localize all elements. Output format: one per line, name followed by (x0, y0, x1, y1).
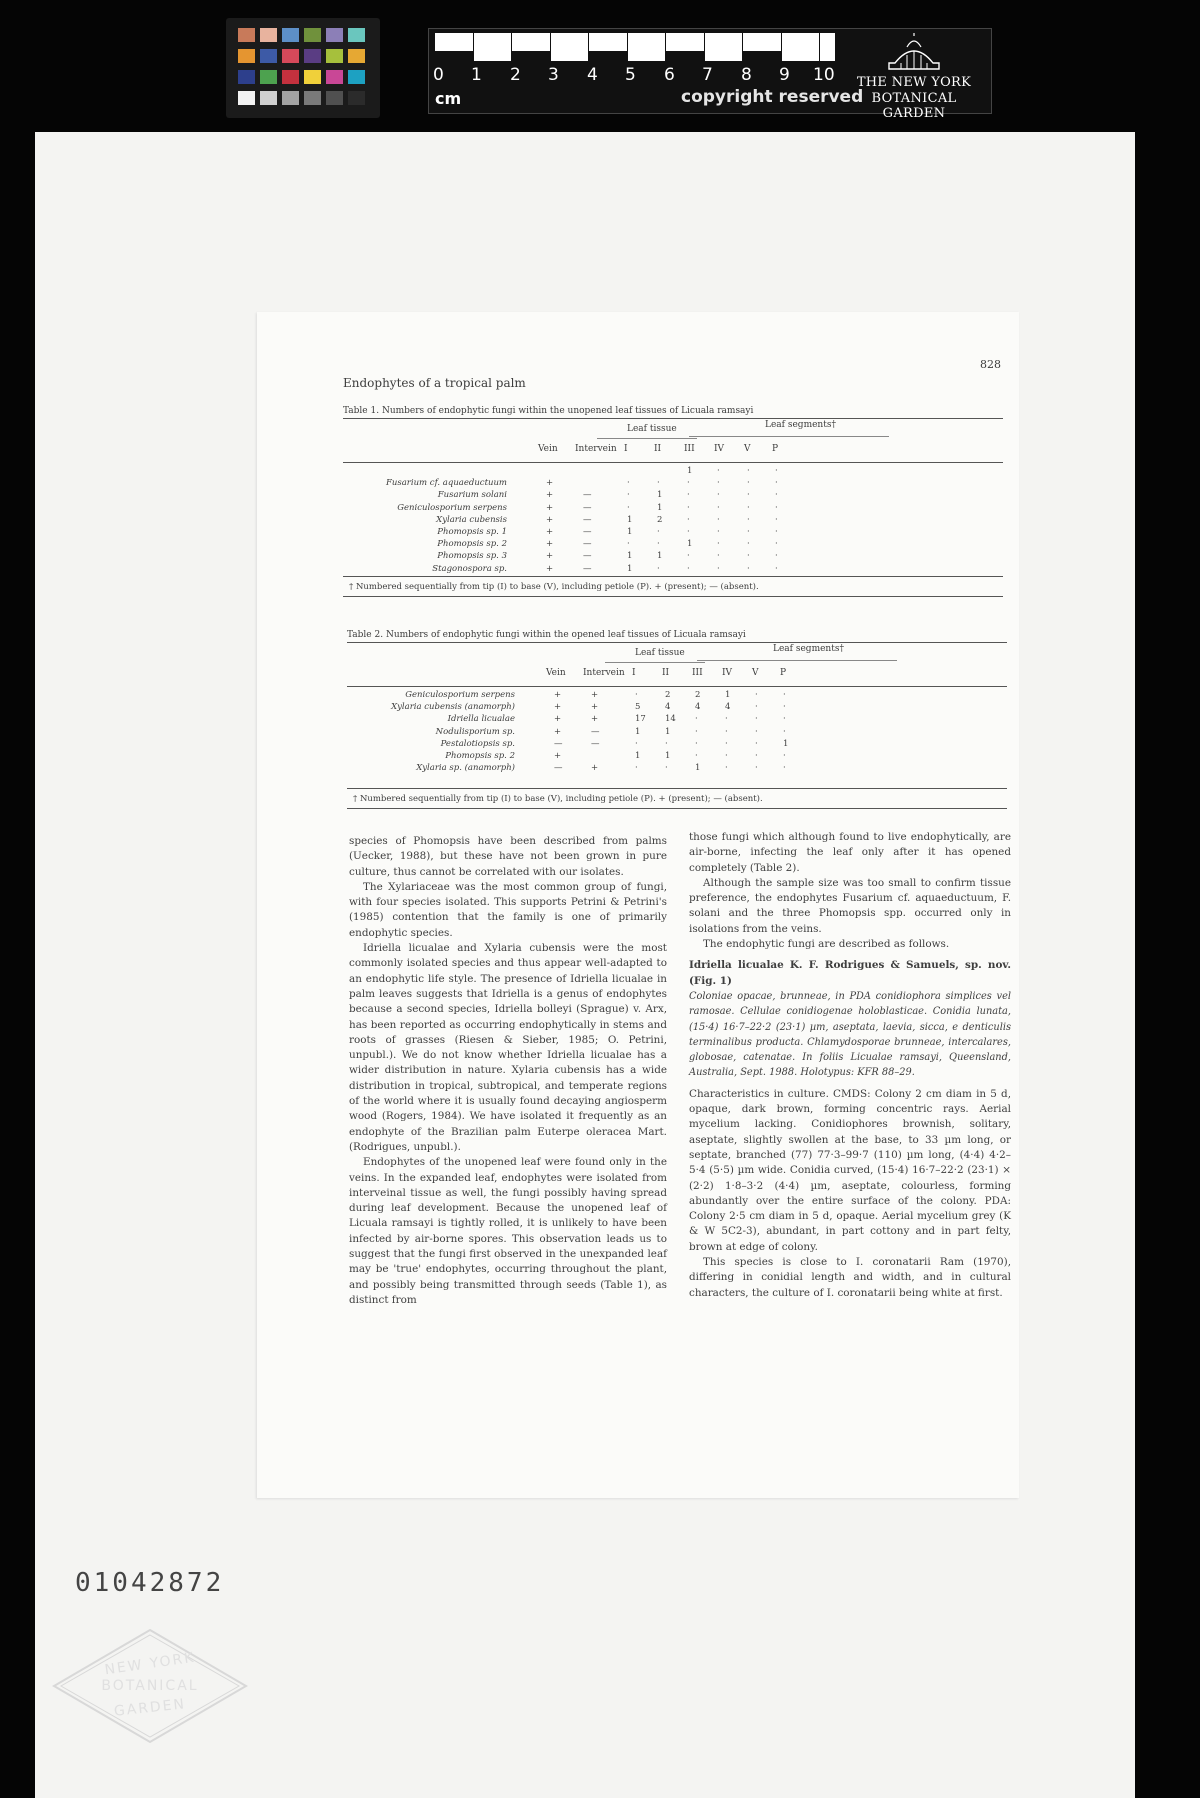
table-header-cell: II (662, 668, 670, 678)
table-header-cell: V (752, 668, 759, 678)
table-cell: 2 (695, 690, 701, 700)
color-swatch (282, 49, 299, 63)
color-swatch (238, 28, 255, 42)
table-cell: 1 (627, 527, 633, 537)
table-cell: · (755, 714, 758, 725)
table-cell: — (583, 502, 592, 513)
table-header-cell: IV (714, 444, 725, 454)
table-cell: · (717, 502, 720, 513)
stamp-line3: GARDEN (113, 1696, 187, 1720)
table-cell: · (783, 714, 786, 725)
table1-bottom-rule (343, 576, 1003, 577)
color-swatch (304, 70, 321, 84)
table-cell: · (755, 702, 758, 713)
table-row-label: Nodulisporium sp. (435, 726, 515, 737)
table-cell: · (747, 551, 750, 562)
table2-top-rule (347, 642, 1007, 643)
table1-header-rule (343, 462, 1003, 463)
table-cell: — (554, 763, 563, 774)
table-cell: 5 (635, 702, 641, 713)
ruler-number: 0 (433, 65, 444, 85)
table-cell: · (717, 527, 720, 537)
table-cell: + (546, 539, 554, 550)
ruler-number: 2 (510, 65, 521, 85)
table-header-cell: Vein (546, 668, 566, 678)
table-cell: + (591, 702, 599, 713)
table-cell: 14 (665, 714, 676, 725)
table-cell: · (747, 563, 750, 574)
ruler-segment (551, 33, 590, 61)
ruler-segment (628, 33, 667, 61)
table-cell: 2 (657, 514, 663, 525)
table-cell: · (725, 714, 728, 725)
table-cell: · (755, 751, 758, 761)
table-cell: · (635, 690, 638, 700)
paragraph: The endophytic fungi are described as follows. (703, 938, 950, 951)
conservatory-dome-icon (849, 33, 979, 73)
table-cell: — (554, 738, 563, 749)
table-cell: · (783, 726, 786, 737)
table-cell: + (554, 702, 562, 713)
paragraph: those fungi which although found to live endophytically, are air-borne, infecting the leaf only after it has opened completely (Table 2). (689, 831, 1011, 874)
table1-top-rule (343, 418, 1003, 419)
table-cell: + (554, 751, 562, 761)
table-cell: — (583, 527, 592, 537)
table-cell: + (554, 690, 562, 700)
table1-end-rule (343, 596, 1003, 597)
color-swatch (326, 91, 343, 105)
table-cell: · (695, 714, 698, 725)
ruler-number: 4 (587, 65, 598, 85)
table-cell: 1 (695, 763, 701, 774)
table-cell: 1 (657, 490, 663, 501)
table-header-cell: III (684, 444, 695, 454)
color-swatch (304, 91, 321, 105)
table2-caption: Table 2. Numbers of endophytic fungi within the opened leaf tissues of Licuala ramsayi (347, 630, 746, 640)
table-row-label: Pestalotiopsis sp. (440, 738, 515, 749)
table2-segments-rule (697, 660, 897, 661)
stamp-line2: BOTANICAL (101, 1678, 199, 1694)
scale-ruler (428, 28, 992, 121)
table-cell: — (583, 563, 592, 574)
table-cell: · (635, 763, 638, 774)
color-swatch (348, 91, 365, 105)
table-cell: 1 (635, 726, 641, 737)
table-cell: · (695, 726, 698, 737)
table-cell: — (583, 514, 592, 525)
ruler-segment (589, 33, 628, 61)
color-swatch (326, 49, 343, 63)
color-swatch (282, 28, 299, 42)
color-swatch (304, 49, 321, 63)
table-row-label: Stagonospora sp. (432, 563, 507, 574)
table-cell: · (665, 738, 668, 749)
table-header-cell: II (654, 444, 662, 454)
table-cell: — (583, 539, 592, 550)
table-cell: + (546, 478, 554, 489)
table2-group-segments: Leaf segments† (773, 644, 844, 654)
table-cell: · (775, 539, 778, 550)
table-cell: + (546, 490, 554, 501)
nybg-logo (849, 33, 979, 121)
table-cell: · (747, 478, 750, 489)
table-cell: 1 (627, 514, 633, 525)
table-cell: · (627, 490, 630, 501)
table2-header-rule (347, 686, 1007, 687)
ruler-segment (474, 33, 513, 61)
table-cell: · (717, 490, 720, 501)
nybg-line2: BOTANICAL GARDEN (871, 91, 957, 121)
table-header-cell: P (772, 444, 779, 454)
ruler-number: 3 (548, 65, 559, 85)
table-cell: 4 (665, 702, 671, 713)
paragraph: Endophytes of the unopened leaf were found only in the veins. In the expanded leaf, endophytes were isolated from interveinal tissue as well, the fungi possibly having spread during leaf development. Because the unopened leaf of Licuala ramsayi is tightly rolled, it is unlikely to have been infected by air-borne spores. This observation leads us to suggest that the fungi first observed in the unexpanded leaf may be 'true' endophytes, occurring throughout the plant, and possibly being transmitted through seeds (Table 1), as distinct from (349, 1156, 667, 1306)
table2-group-tissue: Leaf tissue (635, 648, 685, 658)
table-cell: + (554, 714, 562, 725)
table-cell: · (695, 751, 698, 761)
table-header-cell: Vein (538, 444, 558, 454)
table-cell: · (695, 738, 698, 749)
ruler-bar (435, 33, 835, 61)
latin-diagnosis: Coloniae opacae, brunneae, in PDA conidiophora simplices vel ramosae. Cellulae conidiogenae holoblasticae. Conidia lunata, (15·4) 16·7–22·2 (23·1) µm, aseptata, laevia, sicca, e denticulis terminalibus producta. Chlamydosporae brunneae, intercalares, globosae, catenatae. In foliis Licualae ramsayi, Queensland, Australia, Sept. 1988. Holotypus: KFR 88–29. (689, 990, 1011, 1079)
table-cell: · (783, 690, 786, 700)
ruler-number: 10 (813, 65, 835, 85)
table-cell: 1 (627, 563, 633, 574)
table-cell: — (583, 551, 592, 562)
table-cell: · (687, 478, 690, 489)
table-cell: 1 (627, 551, 633, 562)
paragraph: Although the sample size was too small to confirm tissue preference, the endophytes Fusarium cf. aquaeductuum, F. solani and the three Phomopsis spp. occurred only in isolations from the veins. (689, 876, 1011, 935)
table2-bottom-rule (347, 788, 1007, 789)
ruler-number: 6 (664, 65, 675, 85)
species-heading: Idriella licualae K. F. Rodrigues & Samuels, sp. nov. (Fig. 1) (689, 959, 1011, 987)
table-header-cell: Intervein (575, 444, 617, 454)
color-swatch (238, 91, 255, 105)
table-cell: · (657, 539, 660, 550)
table-cell: · (725, 738, 728, 749)
ruler-segment (512, 33, 551, 61)
ruler-number: 7 (702, 65, 713, 85)
table-cell: + (546, 563, 554, 574)
table-cell: 1 (635, 751, 641, 761)
table-row-label: Idriella licualae (447, 714, 515, 725)
table-cell: · (627, 478, 630, 489)
table-cell: · (775, 466, 778, 476)
paragraph: Idriella licualae and Xylaria cubensis were the most commonly isolated species and thus appear well-adapted to an endophytic life style. The presence of Idriella licualae in palm leaves suggests that Idriella is a genus of endophytes because a second species, Idriella bolleyi (Sprague) v. Arx, has been reported as occurring endophytically in stems and roots of grasses (Riesen & Sieber, 1985; O. Petrini, unpubl.). We do not know whether Idriella licualae has a wider distribution in nature. Xylaria cubensis has a wide distribution in tropical, subtropical, and temperate regions of the world where it is usually found decaying angiosperm wood (Rogers, 1984). We have isolated it frequently as an endophyte of the Brazilian palm Euterpe oleracea Mart. (Rodrigues, unpubl.). (349, 942, 667, 1153)
table-cell: · (635, 738, 638, 749)
table-row-label: Xylaria sp. (anamorph) (416, 763, 515, 774)
table-cell: · (725, 726, 728, 737)
table-cell: · (717, 514, 720, 525)
color-swatch (348, 70, 365, 84)
table-cell: · (755, 763, 758, 774)
table-cell: 4 (695, 702, 701, 713)
table-row-label: Phomopsis sp. 2 (445, 751, 515, 761)
table1-footnote: † Numbered sequentially from tip (I) to base (V), including petiole (P). + (present); — (absent). (349, 582, 759, 592)
table-cell: · (717, 466, 720, 476)
color-swatch (282, 91, 299, 105)
table1-segments-rule (689, 436, 889, 437)
table-cell: · (657, 563, 660, 574)
article-page (257, 312, 1019, 1498)
ruler-number: 5 (625, 65, 636, 85)
table-row-label: Geniculosporium serpens (397, 502, 507, 513)
ruler-segment (666, 33, 705, 61)
table-header-cell: III (692, 668, 703, 678)
table2-footnote: † Numbered sequentially from tip (I) to base (V), including petiole (P). + (present); — (absent). (353, 794, 763, 804)
table-cell: · (657, 527, 660, 537)
table-cell: · (775, 563, 778, 574)
table-cell: + (591, 763, 599, 774)
table-cell: + (546, 527, 554, 537)
table-header-cell: IV (722, 668, 733, 678)
table-cell: 1 (665, 726, 671, 737)
paragraph: Characteristics in culture. CMDS: Colony 2 cm diam in 5 d, opaque, dark brown, forming concentric rays. Aerial mycelium lacking. Conidiophores brownish, solitary, aseptate, slightly swollen at the base, to 33 µm long, or septate, branched (77) 77·3–99·7 (110) µm long, (4·4) 4·2–5·4 (5·5) µm wide. Conidia curved, (15·4) 16·7–22·2 (23·1) × (2·2) 1·8–3·2 (4·4) µm, aseptate, colourless, forming abundantly over the entire surface of the colony. PDA: Colony 2·5 cm diam in 5 d, opaque. Aerial mycelium grey (K & W 5C2-3), abundant, in part cottony and in part felty, brown at edge of colony. (689, 1087, 1011, 1253)
table-row-label: Phomopsis sp. 1 (437, 527, 507, 537)
color-swatch (260, 70, 277, 84)
table-cell: · (657, 478, 660, 489)
table-cell: · (755, 690, 758, 700)
table-cell: — (583, 490, 592, 501)
table-cell: + (591, 714, 599, 725)
ruler-number: 1 (471, 65, 482, 85)
paragraph: The Xylariaceae was the most common group of fungi, with four species isolated. This supports Petrini & Petrini's (1985) contention that the family is one of primarily endophytic species. (349, 880, 667, 939)
table-cell: 1 (687, 466, 693, 476)
table-cell: · (687, 551, 690, 562)
table-header-cell: Intervein (583, 668, 625, 678)
table-row-label: Fusarium cf. aquaeductuum (385, 478, 507, 489)
table-cell: 1 (657, 502, 663, 513)
table-cell: · (687, 527, 690, 537)
table-cell: + (546, 551, 554, 562)
ruler-segment (435, 33, 474, 61)
table-cell: 1 (657, 551, 663, 562)
table-cell: · (747, 466, 750, 476)
color-swatch (260, 28, 277, 42)
table-cell: · (747, 539, 750, 550)
running-head: Endophytes of a tropical palm (343, 376, 526, 390)
paragraph: species of Phomopsis have been described from palms (Uecker, 1988), but these have not been grown in pure culture, thus cannot be correlated with our isolates. (349, 835, 667, 878)
ruler-segment (782, 33, 821, 61)
table-cell: · (747, 502, 750, 513)
right-column (689, 830, 1011, 1301)
table-cell: 1 (687, 539, 693, 550)
table-row-label: Xylaria cubensis (436, 514, 507, 525)
table-cell: · (755, 726, 758, 737)
table-cell: 1 (665, 751, 671, 761)
page-number: 828 (980, 358, 1001, 371)
table-cell: 2 (665, 690, 671, 700)
table2-end-rule (347, 808, 1007, 809)
left-column (349, 834, 667, 1308)
color-swatch (260, 49, 277, 63)
nybg-stamp (52, 1628, 248, 1744)
ruler-segment (743, 33, 782, 61)
color-swatch (348, 49, 365, 63)
table-cell: · (687, 490, 690, 501)
table-cell: · (717, 478, 720, 489)
table-cell: · (687, 514, 690, 525)
color-swatch (238, 70, 255, 84)
table-cell: · (627, 502, 630, 513)
color-swatch (260, 91, 277, 105)
table-cell: · (775, 502, 778, 513)
stamp-line1: NEW YORK (103, 1649, 197, 1679)
table1-group-tissue: Leaf tissue (627, 424, 677, 434)
table-cell: · (687, 563, 690, 574)
color-checker (226, 18, 380, 118)
table-cell: · (783, 751, 786, 761)
table-cell: · (725, 763, 728, 774)
table-cell: · (775, 478, 778, 489)
table-cell: · (783, 702, 786, 713)
table-header-cell: I (624, 444, 628, 454)
table-cell: · (747, 490, 750, 501)
color-swatch (304, 28, 321, 42)
table2-tissue-rule (605, 662, 705, 663)
color-swatch (238, 49, 255, 63)
table-cell: · (627, 539, 630, 550)
table-header-cell: I (632, 668, 636, 678)
table-cell: + (554, 726, 562, 737)
table-cell: · (775, 490, 778, 501)
ruler-number: 9 (779, 65, 790, 85)
table-cell: 4 (725, 702, 731, 713)
table-cell: 1 (725, 690, 731, 700)
table-cell: · (717, 539, 720, 550)
table-cell: 17 (635, 714, 646, 725)
table-row-label: Phomopsis sp. 2 (437, 539, 507, 550)
ruler-segment (705, 33, 744, 61)
color-swatch (326, 28, 343, 42)
table-cell: · (783, 763, 786, 774)
color-swatch (282, 70, 299, 84)
color-swatch (326, 70, 343, 84)
table-header-cell: P (780, 668, 787, 678)
table-cell: + (546, 514, 554, 525)
table-row-label: Geniculosporium serpens (405, 690, 515, 700)
ruler-unit: cm (435, 89, 462, 108)
table-cell: · (747, 527, 750, 537)
copyright-text: copyright reserved (681, 87, 864, 107)
table-cell: · (687, 502, 690, 513)
table-cell: — (591, 738, 600, 749)
table-cell: · (665, 763, 668, 774)
table-row-label: Phomopsis sp. 3 (437, 551, 507, 562)
barcode-number: 01042872 (75, 1568, 225, 1598)
table1-caption: Table 1. Numbers of endophytic fungi within the unopened leaf tissues of Licuala ramsayi (343, 406, 754, 416)
nybg-line1: THE NEW YORK (856, 75, 972, 90)
ruler-number: 8 (741, 65, 752, 85)
table-cell: · (717, 563, 720, 574)
table-header-cell: V (744, 444, 751, 454)
table-cell: — (591, 726, 600, 737)
table-row-label: Xylaria cubensis (anamorph) (391, 702, 515, 713)
table-cell: · (747, 514, 750, 525)
table-cell: · (775, 514, 778, 525)
table-cell: 1 (783, 738, 789, 749)
table-cell: · (775, 551, 778, 562)
table-cell: + (546, 502, 554, 513)
table-row-label: Fusarium solani (437, 490, 507, 501)
paragraph: This species is close to I. coronatarii Ram (1970), differing in conidial length and width, and in cultural characters, the culture of I. coronatarii being white at first. (689, 1256, 1011, 1299)
table-cell: · (755, 738, 758, 749)
table-cell: · (775, 527, 778, 537)
color-swatch (348, 28, 365, 42)
table-cell: + (591, 690, 599, 700)
table1-tissue-rule (597, 438, 697, 439)
table-cell: · (717, 551, 720, 562)
table-cell: · (725, 751, 728, 761)
table1-group-segments: Leaf segments† (765, 420, 836, 430)
